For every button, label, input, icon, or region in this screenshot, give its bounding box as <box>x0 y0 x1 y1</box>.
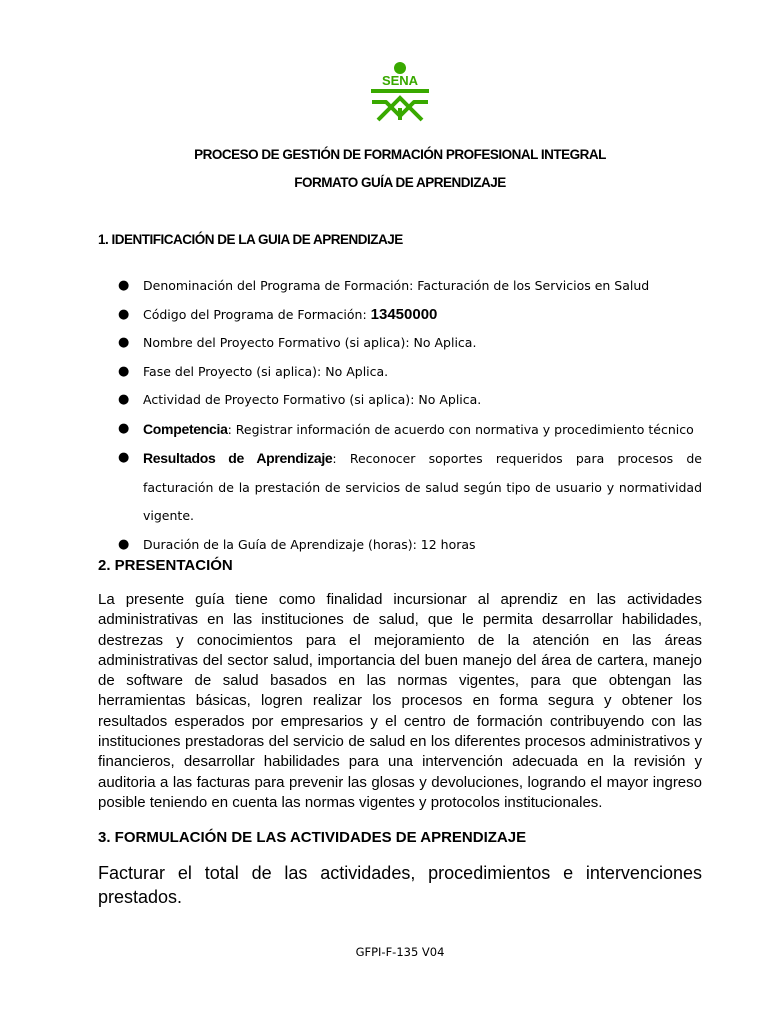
header-subtitle: FORMATO GUÍA DE APRENDIZAJE <box>294 175 506 190</box>
item-text: Denominación del Programa de Formación: Facturación de los Servicios en Salud <box>143 278 650 293</box>
logo-text: SENA <box>381 73 419 88</box>
list-item <box>98 358 702 387</box>
item-text: Nombre del Proyecto Formativo (si aplica): No Aplica. <box>143 335 477 350</box>
item-text: : Registrar información de acuerdo con normativa y procedimiento técnico <box>227 421 694 437</box>
section2-title: 2. PRESENTACIÓN <box>98 557 233 574</box>
bullet-icon: ● <box>118 363 130 379</box>
list-item <box>98 531 702 560</box>
sena-logo <box>368 62 432 124</box>
item-text: Duración de la Guía de Aprendizaje (horas): 12 horas <box>143 536 476 552</box>
list-item <box>98 386 702 415</box>
bullet-icon: ● <box>118 278 130 293</box>
program-code: 13450000 <box>370 305 438 323</box>
list-item <box>98 301 702 330</box>
section1-title: 1. IDENTIFICACIÓN DE LA GUIA DE APRENDIZAJE <box>98 232 403 247</box>
bullet-icon: ● <box>118 306 130 322</box>
item-label: Resultados de Aprendizaje <box>143 450 333 466</box>
item-text: Fase del Proyecto (si aplica): No Aplica. <box>143 363 389 379</box>
bullet-icon: ● <box>118 392 130 407</box>
header-title: PROCESO DE GESTIÓN DE FORMACIÓN PROFESIONAL INTEGRAL <box>194 147 606 162</box>
item-text: Actividad de Proyecto Formativo (si aplica): No Aplica. <box>143 392 482 407</box>
bullet-icon: ● <box>118 450 130 465</box>
bullet-icon: ● <box>118 536 130 552</box>
footer-code: GFPI-F-135 V04 <box>355 945 445 959</box>
bullet-icon: ● <box>118 335 130 350</box>
item-text: : Reconocer soportes requeridos para procesos de facturación de la prestación de servicios de salud según tipo de usuario y normatividad vigente. <box>143 451 703 523</box>
presentation-paragraph: La presente guía tiene como finalidad incursionar al aprendiz en las actividades administrativas en las instituciones de salud, que le permita desarrollar habilidades, destrezas y conocimientos para el mejoramiento de la atención en las áreas administrativas del sector salud, importancia del buen manejo del área de cartera, manejo de software de salud basados en las normas vigentes, para que obtengan las herramientas básicas, logren realizar los procesos en forma segura y obtener los resultados esperados por empresarios y el centro de formación contribuyendo con las instituciones prestadoras del servicio de salud en los diferentes procesos administrativos y financieros, desarrollar habilidades para una intervención adecuada en la revisión y auditoria a las facturas para prevenir las glosas y devoluciones, logrando el mayor ingreso posible teniendo en cuenta las normas vigentes y protocolos institucionales. <box>98 591 702 811</box>
bullet-icon: ● <box>118 420 130 436</box>
item-label: Competencia <box>143 420 228 437</box>
list-item <box>98 444 702 531</box>
list-item <box>98 415 702 445</box>
section3-title: 3. FORMULACIÓN DE LAS ACTIVIDADES DE APRENDIZAJE <box>98 829 527 846</box>
list-item <box>98 329 702 358</box>
list-item <box>98 272 702 301</box>
identification-list <box>98 272 702 559</box>
activities-paragraph: Facturar el total de las actividades, procedimientos e intervenciones prestados. <box>98 863 702 907</box>
item-label: Código del Programa de Formación: <box>143 306 371 322</box>
